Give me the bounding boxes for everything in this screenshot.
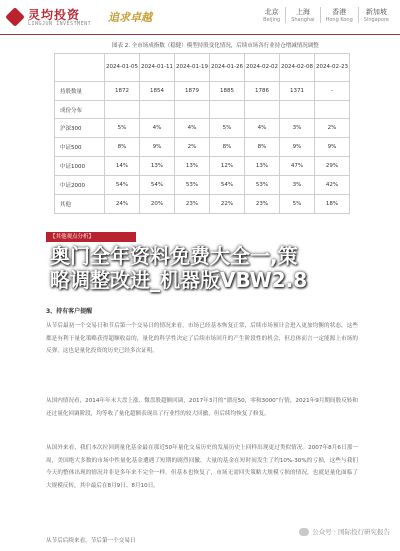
table-cell: 54%	[140, 176, 175, 195]
table-row	[55, 138, 350, 157]
table-cell: 4%	[245, 119, 280, 138]
city-name-en: Singapore	[363, 17, 389, 23]
table-cell: 1854	[140, 82, 175, 101]
city-name-en: Hong Kong	[325, 17, 353, 23]
slogan: 追求卓越	[108, 11, 152, 24]
table-cell: 13%	[175, 157, 210, 176]
table-row	[55, 157, 350, 176]
table-cell: 53%	[245, 176, 280, 195]
row-label: 中证1000	[55, 157, 105, 176]
table-row	[55, 119, 350, 138]
section-subheading: 3、持有客户提醒	[46, 308, 93, 315]
paragraph: 从节后最初一个交易日和节后第一个交易日的情况来看，市场已经基本恢复正常，后续市场预计会进入更加均衡的状态，这些都是有利于量化策略获得超额收益的，量化的科学性决定了后续市场回升的产生阶段性的机会，但总体而言一定能源上市场的反弹，这也是量化投资的历史已经多次证明。	[46, 323, 358, 354]
table-cell: 12%	[210, 157, 245, 176]
logo-icon	[5, 7, 25, 27]
table-header-cell: 2024-01-11	[140, 54, 175, 82]
table-row	[55, 176, 350, 195]
table-cell: 20%	[140, 195, 175, 214]
row-label: 其他	[55, 195, 105, 214]
table-cell: 9%	[280, 138, 315, 157]
table-cell: 5%	[210, 119, 245, 138]
table-cell: 2%	[175, 138, 210, 157]
table-caption: 图表 2. 全市场成指数（稳健）模型持股变化情况，后续市场各行业持仓增减情况调整	[112, 43, 319, 49]
table-cell: 14%	[105, 157, 140, 176]
table-cell: 29%	[315, 157, 350, 176]
row-label: 持股数量	[55, 82, 105, 101]
table-cell: 8%	[210, 138, 245, 157]
table-cell: 9%	[315, 138, 350, 157]
table-cell: 5%	[280, 195, 315, 214]
table-cell: 23%	[245, 195, 280, 214]
row-label: 中证2000	[55, 176, 105, 195]
city-name: 上海	[295, 8, 310, 16]
wechat-icon	[299, 528, 309, 536]
company-logo	[6, 6, 106, 30]
table-cell	[175, 101, 210, 119]
city-name-en: Shanghai	[291, 17, 315, 23]
table-header-row	[55, 54, 350, 82]
page-header	[0, 0, 400, 35]
table-cell: 3%	[280, 176, 315, 195]
table-header-cell	[55, 54, 105, 82]
table-cell: 23%	[175, 195, 210, 214]
city-hongkong	[320, 7, 358, 23]
table-cell: -	[315, 82, 350, 101]
table-row	[55, 195, 350, 214]
row-label: 成份分布	[55, 101, 105, 119]
table-cell: 1879	[175, 82, 210, 101]
table-header-cell: 2024-02-08	[280, 54, 315, 82]
logo-name: 灵均投资	[28, 8, 81, 22]
table-cell: 2%	[315, 119, 350, 138]
table-header-cell: 2024-02-02	[245, 54, 280, 82]
paragraph: 从节后后续来看，节后第一个交易日	[46, 538, 136, 544]
table-cell: 3%	[280, 119, 315, 138]
table-cell	[245, 101, 280, 119]
table-cell: 5%	[105, 119, 140, 138]
table-header-cell: 2024-01-05	[105, 54, 140, 82]
table-cell: 1885	[210, 82, 245, 101]
watermark-text: 公众号 · 国际投行研究报告	[312, 528, 390, 536]
table-cell: 54%	[210, 176, 245, 195]
row-label: 中证500	[55, 138, 105, 157]
table-cell: 13%	[245, 157, 280, 176]
table-cell: 8%	[105, 138, 140, 157]
paragraph: 从国外来看，我们本次拉回到量化基金最在那近50年量化交易历史的发展历史上回样出现更过类似情况。2007年8月6日那一周，美国绝大多数的市场中性量化基金遭遇了短期的剧烈回撤，大量的基金在短时间发生了约10%-30%的亏损，这些与我们今天的整体出现的情况并非是多年来不完全一样，但基本也恢复了，市场无需回失策略大规模亏损的情况，也就是量化面临了大规模反转，其中最后在8月9日、8月10日。	[46, 445, 358, 489]
source-watermark	[299, 527, 390, 536]
table-cell: 9%	[140, 138, 175, 157]
table-cell: 24%	[105, 195, 140, 214]
paragraph: 从国内情况看，2014年年末大盘上涨、微盘股超额回调，2017年3月的“漂亮50，零和3000”行情，2021年9月期间股反转和还过量化回调阶段，均等收了量化超额表现出了行业性的较大回撤，但后续均恢复了修复。	[46, 398, 358, 417]
table-cell: 4%	[175, 119, 210, 138]
section-label: 【其他观点分析】	[46, 232, 136, 242]
overlay-title-line2: 略调整改进_机器版VBW2.8	[50, 268, 308, 292]
table-row	[55, 101, 350, 119]
table-header-cell: 2024-01-19	[175, 54, 210, 82]
table-cell: 1371	[280, 82, 315, 101]
city-singapore	[358, 7, 394, 23]
table-header-cell: 2024-02-23	[315, 54, 350, 82]
table-cell	[315, 101, 350, 119]
table-cell: 18%	[315, 195, 350, 214]
table-cell: 8%	[245, 138, 280, 157]
table-cell: 1786	[245, 82, 280, 101]
table-cell: 13%	[140, 157, 175, 176]
table-cell: 4%	[140, 119, 175, 138]
table-cell: 22%	[210, 195, 245, 214]
table-cell: 42%	[315, 176, 350, 195]
table-cell	[280, 101, 315, 119]
office-cities	[258, 7, 394, 23]
table-cell: 53%	[175, 176, 210, 195]
city-name: 北京	[264, 8, 279, 16]
city-shanghai	[285, 7, 319, 23]
table-cell: 1872	[105, 82, 140, 101]
logo-subtitle: LINGJUN INVESTMENT	[28, 21, 92, 27]
city-beijing	[258, 7, 285, 23]
table-row	[55, 82, 350, 101]
table-cell	[140, 101, 175, 119]
city-name: 新加坡	[365, 8, 387, 16]
table-cell: 47%	[280, 157, 315, 176]
table-cell	[105, 101, 140, 119]
table-cell: 54%	[105, 176, 140, 195]
city-name-en: Beijing	[263, 17, 281, 23]
holdings-table	[54, 53, 350, 214]
table-cell	[210, 101, 245, 119]
city-name: 香港	[332, 8, 347, 16]
row-label: 沪深300	[55, 119, 105, 138]
overlay-title-line1: 奥门全年资料免费大全一,策	[50, 244, 298, 268]
table-header-cell: 2024-01-26	[210, 54, 245, 82]
